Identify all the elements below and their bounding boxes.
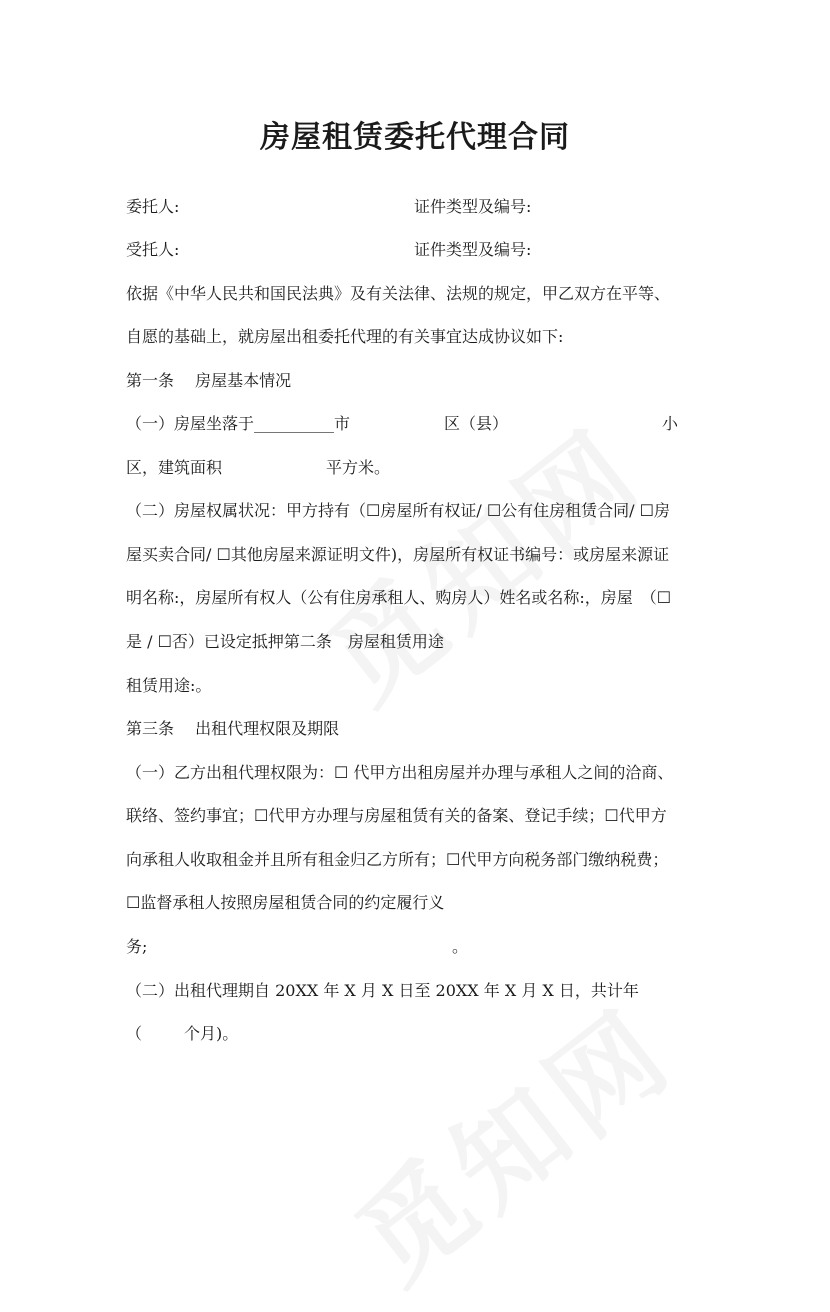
area-part-1: 区，建筑面积 xyxy=(126,458,223,477)
location-part-3: 小 xyxy=(662,414,679,433)
entrustor-label: 委托人: xyxy=(126,197,180,216)
entrustor-id-label: 证件类型及编号: xyxy=(414,197,532,216)
area-part-2: 平方米。 xyxy=(326,458,391,477)
ownership-line-4: 是 / ☐否）已设定抵押第二条 房屋租赁用途 xyxy=(126,632,444,651)
trustee-id-label: 证件类型及编号: xyxy=(414,240,532,259)
intro-line-1: 依据《中华人民共和国民法典》及有关法律、法规的规定，甲乙双方在平等、 xyxy=(126,284,671,303)
authority-line-3: 向承租人收取租金并且所有租金归乙方所有；☐代甲方向税务部门缴纳税费； xyxy=(126,850,669,869)
location-part-1: （一）房屋坐落于__________市 xyxy=(126,414,351,433)
intro-line-2: 自愿的基础上，就房屋出租委托代理的有关事宜达成协议如下: xyxy=(126,327,564,346)
duty-part-1: 务; xyxy=(126,937,148,956)
usage-line: 租赁用途:。 xyxy=(126,676,212,695)
ownership-line-3: 明名称:，房屋所有权人（公有住房承租人、购房人）姓名或名称:，房屋 （☐ xyxy=(126,588,672,607)
location-part-2: 区（县） xyxy=(444,414,509,433)
duty-part-2: 。 xyxy=(452,937,469,956)
months-part-1: （ xyxy=(126,1024,143,1043)
period-line: （二）出租代理期自 20XX 年 X 月 X 日至 20XX 年 X 月 X 日，共计年 xyxy=(126,981,639,1000)
trustee-label: 受托人: xyxy=(126,240,180,259)
article3-heading: 第三条 出租代理权限及期限 xyxy=(126,719,340,738)
article1-heading: 第一条 房屋基本情况 xyxy=(126,371,292,390)
authority-line-2: 联络、签约事宜；☐代甲方办理与房屋租赁有关的备案、登记手续；☐代甲方 xyxy=(126,806,667,825)
location-line xyxy=(126,413,350,435)
watermark-bottom xyxy=(320,966,701,1312)
authority-line-1: （一）乙方出租代理权限为：☐ 代甲方出租房屋并办理与承租人之间的洽商、 xyxy=(126,763,674,782)
ownership-line-2: 屋买卖合同/ ☐其他房屋来源证明文件)，房屋所有权证书编号：或房屋来源证 xyxy=(126,545,670,564)
ownership-line-1: （二）房屋权属状况：甲方持有（☐房屋所有权证/ ☐公有住房租赁合同/ ☐房 xyxy=(126,501,670,520)
entrustor-row xyxy=(126,196,179,218)
document-title: 房屋租赁委托代理合同 xyxy=(260,120,570,155)
authority-line-4: ☐监督承租人按照房屋租赁合同的约定履行义 xyxy=(126,893,445,912)
months-part-2: 个月)。 xyxy=(184,1024,239,1043)
